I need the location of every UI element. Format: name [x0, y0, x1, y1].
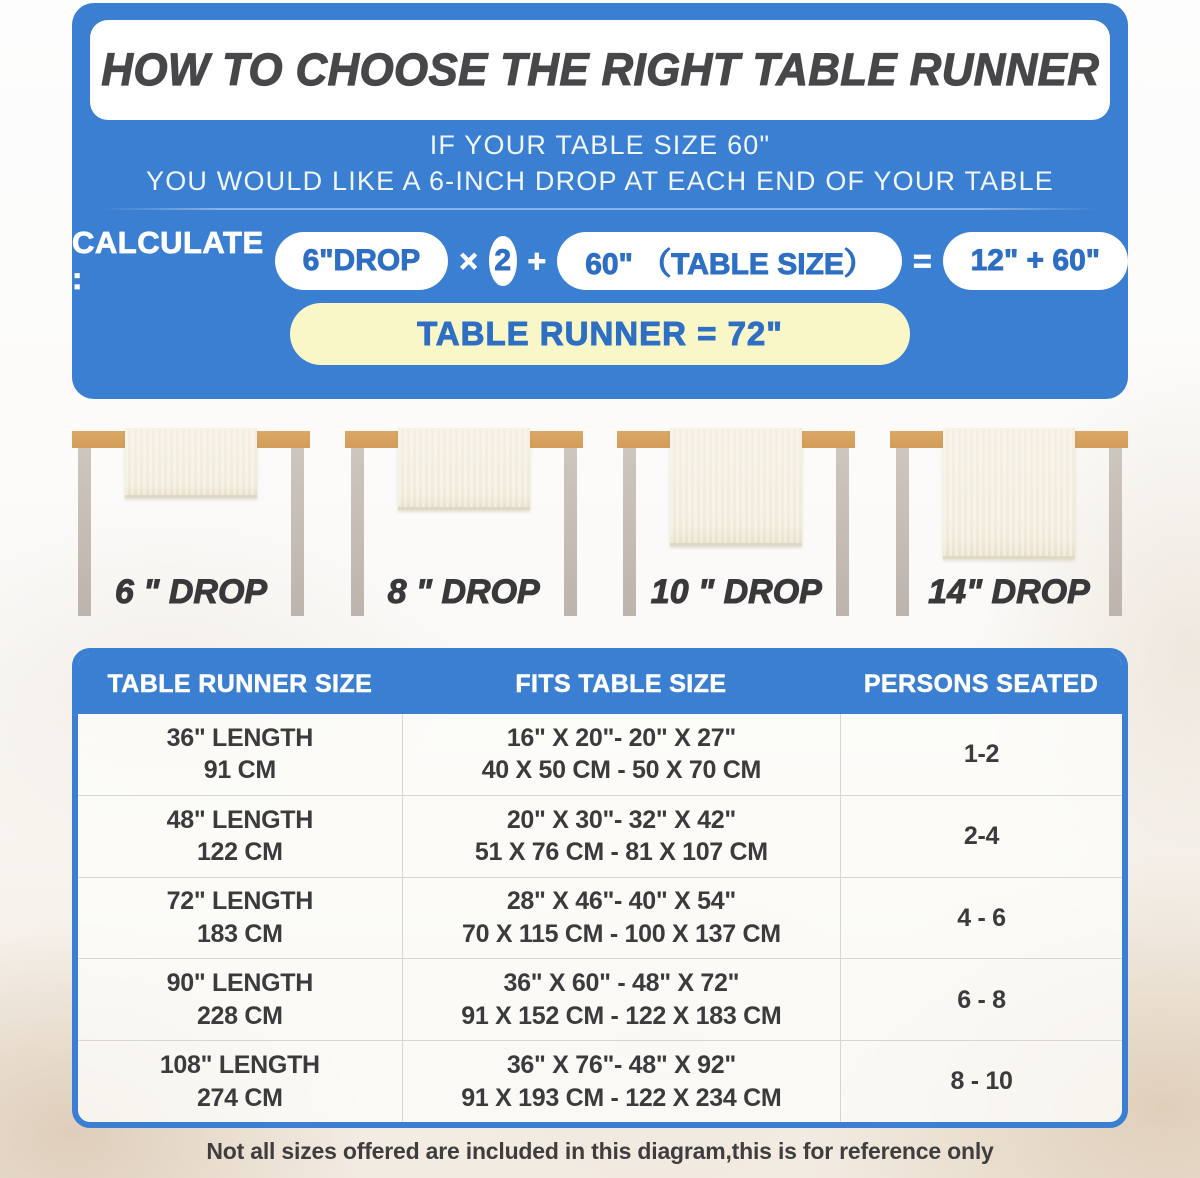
persons-count: 1-2 [963, 740, 1000, 769]
runner-size-cell [78, 714, 402, 795]
table-size-pill: 60" （TABLE SIZE） [557, 232, 902, 290]
drop-figure-8 [345, 425, 583, 627]
sum-pill: 12" + 60" [943, 232, 1128, 290]
persons-cell [840, 796, 1122, 877]
column-header: TABLE RUNNER SIZE [107, 669, 373, 698]
fits-inches: 20" X 30"- 32" X 42" [506, 805, 736, 834]
table-row [78, 877, 1122, 959]
size-inches: 90" LENGTH [166, 969, 313, 998]
banner-divider [100, 208, 1100, 210]
size-inches: 48" LENGTH [166, 805, 313, 834]
size-cm: 91 CM [203, 756, 276, 785]
fits-cm: 91 X 193 CM - 122 X 234 CM [461, 1083, 782, 1112]
page-title: HOW TO CHOOSE THE RIGHT TABLE RUNNER [101, 44, 1099, 95]
drop-illustrations-row [72, 425, 1128, 627]
size-cm: 274 CM [196, 1083, 283, 1112]
runner-size-cell [78, 959, 402, 1040]
size-inches: 72" LENGTH [166, 887, 313, 916]
persons-count: 8 - 10 [950, 1067, 1013, 1096]
runner-icon [943, 428, 1075, 559]
runner-icon [125, 428, 257, 498]
size-inches: 36" LENGTH [166, 723, 313, 752]
table-row [78, 714, 1122, 795]
drop-figure-6 [72, 425, 310, 627]
calculate-label: CALCULATE : [72, 225, 264, 296]
column-header: FITS TABLE SIZE [515, 669, 727, 698]
fits-table-cell [402, 959, 840, 1040]
equals-operator: = [912, 242, 932, 279]
plus-operator: + [527, 242, 547, 279]
drop-label: 6 " DROP [114, 573, 268, 611]
persons-count: 6 - 8 [957, 985, 1006, 1014]
table-row [78, 795, 1122, 877]
fits-table-cell [402, 878, 840, 959]
drop-value-pill: 6"DROP [275, 232, 449, 290]
table-body [78, 714, 1122, 1122]
subtitle-line-2: YOU WOULD LIKE A 6-INCH DROP AT EACH END OF YOUR TABLE [145, 166, 1054, 196]
result-banner: TABLE RUNNER = 72" [290, 303, 910, 365]
drop-label: 14" DROP [928, 573, 1090, 611]
drop-label: 8 " DROP [387, 573, 540, 611]
fits-cm: 70 X 115 CM - 100 X 137 CM [461, 919, 781, 948]
fits-inches: 28" X 46"- 40" X 54" [506, 887, 736, 916]
runner-size-cell [78, 878, 402, 959]
column-header: PERSONS SEATED [863, 669, 1099, 698]
calculation-row [72, 225, 1128, 296]
fits-cm: 51 X 76 CM - 81 X 107 CM [474, 838, 768, 867]
fits-inches: 36" X 76"- 48" X 92" [506, 1051, 736, 1080]
size-cm: 228 CM [196, 1001, 283, 1030]
table-row [78, 1040, 1122, 1122]
persons-cell [840, 959, 1122, 1040]
persons-cell [840, 714, 1122, 795]
fits-table-cell [402, 796, 840, 877]
runner-icon [398, 428, 530, 510]
fits-inches: 36" X 60" - 48" X 72" [503, 969, 740, 998]
runner-icon [670, 428, 802, 546]
subtitle-line-1: IF YOUR TABLE SIZE 60" [429, 130, 771, 160]
disclaimer-note: Not all sizes offered are included in this diagram,this is for reference only [206, 1138, 994, 1164]
size-reference-table [72, 648, 1128, 1128]
title-box [90, 20, 1110, 120]
drop-figure-14 [890, 425, 1128, 627]
fits-cm: 91 X 152 CM - 122 X 183 CM [461, 1001, 782, 1030]
fits-inches: 16" X 20"- 20" X 27" [506, 723, 736, 752]
runner-size-cell [78, 796, 402, 877]
fits-table-cell [402, 1041, 840, 1122]
fits-cm: 40 X 50 CM - 50 X 70 CM [481, 756, 762, 785]
drop-label: 10 " DROP [650, 573, 822, 611]
drop-figure-10 [617, 425, 855, 627]
multiply-operator: × [459, 242, 478, 279]
persons-cell [840, 878, 1122, 959]
size-inches: 108" LENGTH [159, 1051, 320, 1080]
size-cm: 122 CM [196, 838, 283, 867]
persons-count: 4 - 6 [957, 903, 1006, 932]
persons-count: 2-4 [963, 821, 1000, 850]
instruction-banner [72, 3, 1128, 399]
persons-cell [840, 1041, 1122, 1122]
factor-pill: 2 [489, 236, 517, 286]
fits-table-cell [402, 714, 840, 795]
table-row [78, 958, 1122, 1040]
size-cm: 183 CM [196, 919, 283, 948]
runner-size-cell [78, 1041, 402, 1122]
table-header-row [78, 654, 1122, 714]
